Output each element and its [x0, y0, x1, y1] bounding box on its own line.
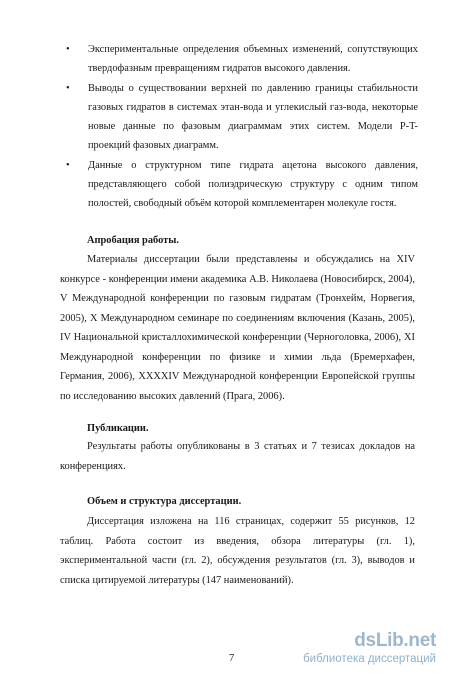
list-item-text: Данные о структурном типе гидрата ацетона высокого давления, представляющего собой полиэдрическую структуру с одним типом полостей, свободный объём которой комплементарен молекуле гостя. [88, 159, 418, 210]
structure-paragraph: Диссертация изложена на 116 страницах, содержит 55 рисунков, 12 таблиц. Работа состоит из введения, обзора литературы (гл. 1), экспериментальной части (гл. 2), обсуждения результатов (гл. 3), выводов и списка цитируемой литературы (147 наименований). [60, 516, 415, 586]
bullet-marker: • [66, 44, 70, 55]
bullet-marker: • [66, 159, 70, 171]
page-number: 7 [229, 653, 235, 664]
results-list [66, 40, 418, 214]
approbation-heading: Апробация работы. [87, 235, 179, 246]
list-item [66, 79, 418, 156]
publications-paragraph: Результаты работы опубликованы в 3 статьях и 7 тезисах докладов на конференциях. [60, 441, 415, 472]
list-item [66, 156, 418, 214]
list-item-text: Выводы о существовании верхней по давлению границы стабильности газовых гидратов в системах этан-вода и углекислый газ-вода, некоторые новые данные по фазовым диаграммам этих систем. Модели P-T-проекций фазовых диаграмм. [88, 82, 418, 152]
watermark [303, 631, 436, 666]
approbation-paragraph: Материалы диссертации были представлены и обсуждались на XIV конкурсе - конференции имени академика А.В. Николаева (Новосибирск, 2004), V Международной конференции по газовым гидратам (Тронхейм, Норвегия, 2005), X Международном семинаре по соединениям включения (Казань, 2005), IV Национальной кристаллохимической конференции (Черноголовка, 2006), XI Международной конференции по физике и химии льда (Бремерхафен, Германия, 2006), XXXXIV Международной конференции Европейской группы по исследованию высоких давлений (Прага, 2006). [60, 254, 415, 402]
list-item [66, 40, 418, 79]
watermark-logo: dsLib.net [354, 630, 436, 651]
structure-heading: Объем и структура диссертации. [87, 496, 242, 507]
bullet-marker: • [66, 82, 70, 94]
list-item-text: Экспериментальные определения объемных изменений, сопутствующих твердофазным превращениям гидратов высокого давления. [88, 44, 418, 75]
publications-heading: Публикации. [87, 423, 149, 434]
watermark-subtitle: библиотека диссертаций [303, 653, 436, 665]
